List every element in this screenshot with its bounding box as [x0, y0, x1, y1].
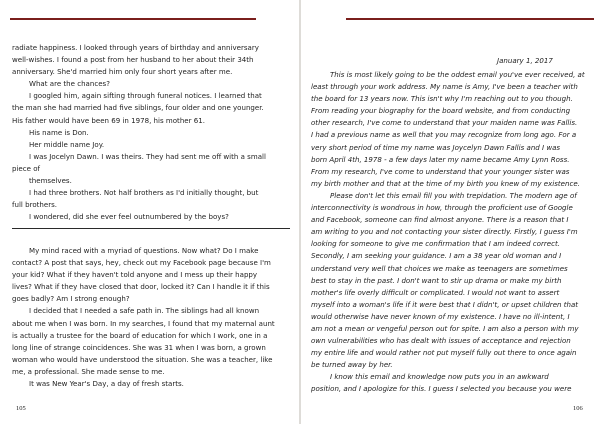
text-line: full brothers.	[12, 200, 58, 210]
text-line: It was New Year's Day, a day of fresh starts.	[29, 379, 184, 389]
text-line: This is most likely going to be the oddest email you've ever received, at	[330, 70, 585, 79]
text-line: very short period of time my name was Joycelyn Dawn Fallis and I was	[311, 142, 561, 152]
text-line: my birth mother and that at the time of my birth you knew of my existence.	[311, 178, 580, 188]
text-line: is actually a trustee for the board of education for which I work, one in a	[12, 330, 268, 340]
text-line: me, a professional. She made sense to me.	[12, 366, 165, 376]
text-line: From reading your biography for the board website, and from conducting	[311, 106, 571, 116]
text-line: am writing to you and not contacting your sister directly. Firstly, I guess I'm	[311, 227, 578, 237]
text-line: born April 4th, 1978 - a few days later my name became Amy Lynn Ross.	[311, 154, 570, 164]
text-line: His name is Don.	[29, 127, 89, 137]
text-line: anniversary. She'd married him only four short years after me.	[12, 67, 233, 77]
text-line: What are the chances?	[29, 79, 110, 89]
header-rule	[10, 18, 256, 20]
text-line: lives? What if they have closed that door, locked it? Can I handle it if this	[12, 282, 270, 292]
letter-date: January 1, 2017	[497, 56, 553, 65]
text-line: understand very well that choices we make as teenagers are sometimes	[311, 263, 568, 273]
text-line: the board for 13 years now. This isn't why I'm reaching out to you though.	[311, 94, 573, 104]
page-number: 106	[573, 405, 583, 412]
text-line: would otherwise have never known of my existence. I have no ill-intent, I	[311, 311, 570, 321]
text-line: Secondly, I am seeking your guidance. I am a 38 year old woman and I	[311, 251, 562, 261]
text-line: I know this email and knowledge now puts you in an awkward	[330, 372, 549, 382]
text-line: be turned away by her.	[311, 360, 393, 370]
text-line: your kid? What if they haven't told anyone and I mess up their happy	[12, 270, 258, 280]
text-line: about me when I was born. In my searches, I found that my maternal aunt	[12, 318, 275, 328]
text-line: I had three brothers. Not half brothers as I'd initially thought, but	[29, 188, 259, 198]
text-line: woman who would have understood the situation. She was a teacher, like	[12, 354, 273, 364]
text-line: other research, I've come to understand that your maiden name was Fallis.	[311, 118, 578, 128]
text-line: the man she had married had five siblings, four older and one younger.	[12, 103, 264, 113]
left-page-top-text	[12, 42, 288, 223]
letter-body	[311, 69, 596, 396]
text-line: Please don't let this email fill you with trepidation. The modern age of	[330, 190, 577, 200]
left-page	[0, 0, 299, 424]
text-line: interconnectivity is wondrous in how, through the proficient use of Google	[311, 203, 573, 213]
text-line: From my research, I've come to understand that your younger sister was	[311, 166, 570, 176]
text-line: piece of	[12, 163, 41, 173]
text-line: I had a previous name as well that you may recognize from long ago. For a	[311, 130, 577, 140]
page-number: 105	[16, 405, 26, 412]
text-line: I was Jocelyn Dawn. I was theirs. They had sent me off with a small	[29, 151, 266, 161]
text-line: and Facebook, someone can find almost anyone. There is a reason that I	[311, 215, 569, 225]
text-line: am not a mean or vengeful person out for spite. I am also a person with my	[311, 323, 579, 333]
text-line: His father would have been 69 in 1978, his mother 61.	[12, 115, 205, 125]
text-line: looking for someone to give me confirmation that I am indeed correct.	[311, 239, 560, 249]
text-line: My mind raced with a myriad of questions. Now what? Do I make	[29, 246, 259, 255]
text-line: I wondered, did she ever feel outnumbered by the boys?	[29, 212, 229, 222]
text-line: best to stay in the past. I don't want to stir up drama or make my birth	[311, 275, 562, 285]
text-line: Her middle name Joy.	[29, 139, 105, 149]
text-line: radiate happiness. I looked through years of birthday and anniversary	[12, 43, 259, 52]
text-line: I googled him, again sifting through funeral notices. I learned that	[29, 91, 262, 101]
text-line: least through your work address. My name is Amy, I've been a teacher with	[311, 82, 578, 92]
left-page-bottom-text	[12, 245, 288, 390]
text-line: goes badly? Am I strong enough?	[12, 294, 130, 304]
text-line: contact? A post that says, hey, check out my Facebook page because I'm	[12, 258, 271, 268]
header-rule	[346, 18, 594, 20]
text-line: position, and I apologize for this. I guess I selected you because you were	[311, 384, 572, 394]
text-line: I decided that I needed a safe path in. The siblings had all known	[29, 306, 260, 316]
text-line: my entire life and would rather not put myself fully out there to once again	[311, 348, 577, 358]
text-line: own vulnerabilities who has dealt with issues of acceptance and rejection	[311, 336, 571, 346]
text-line: myself into a woman's life if it were best that I didn't, or upset children that	[311, 299, 579, 309]
text-line: mother's life overly difficult or complicated. I would not want to assert	[311, 287, 560, 297]
section-divider	[12, 228, 290, 229]
text-line: well-wishes. I found a post from her husband to her about their 34th	[12, 55, 254, 65]
text-line: themselves.	[29, 176, 72, 186]
text-line: long line of strange coincidences. She was 31 when I was born, a grown	[12, 342, 266, 352]
